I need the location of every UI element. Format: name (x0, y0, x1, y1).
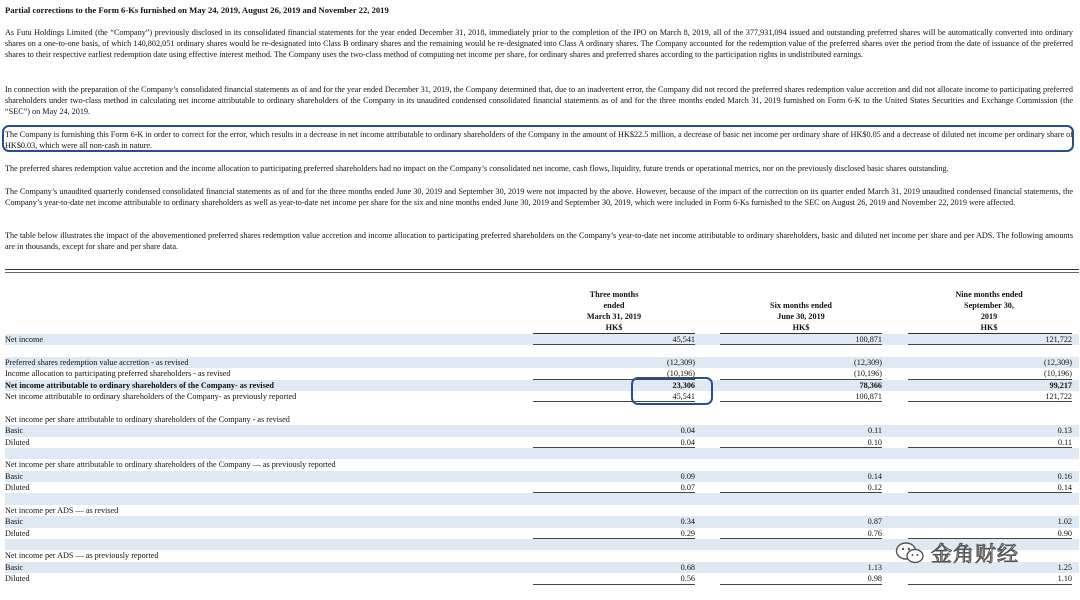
cell-value: 0.14 (867, 471, 882, 481)
cell-value: (10,196) (667, 369, 695, 379)
table-row (5, 357, 1079, 368)
cell-underline (908, 584, 1072, 585)
table-row (5, 516, 1079, 527)
row-label: Basic (5, 471, 24, 481)
cell-value: 0.04 (680, 437, 695, 447)
row-label: Net income (5, 335, 43, 344)
table-row (5, 368, 1079, 379)
cell-underline (720, 584, 882, 585)
paragraph-table-intro: The table below illustrates the impact of the abovementioned preferred shares redemption value accretion and income allocation to participating preferred shareholders on the Company’s year-to-date net income attributable to ordinary shareholders, basic and diluted net income per share and per ADS. The following amounts are in thousands, except for share and per share data. (5, 231, 1073, 252)
table-top-rule-secondary (5, 272, 1079, 273)
cell-value: 0.90 (1057, 528, 1072, 538)
cell-value: 1.02 (1057, 517, 1072, 527)
table-row (5, 437, 1079, 448)
paragraph-background: As Futu Holdings Limited (the “Company”) previously disclosed in its consolidated financial statements for the year ended December 31, 2018, immediately prior to the completion of the IPO on March 8, 2019, all of the 377,931,094 issued and outstanding preferred shares will be automatically converted into ordinary shares on a one-to-one basis, of which 140,802,051 ordinary shares would be re-designated into Class B ordinary shares and the remaining would be re-designated into Class A ordinary shares. The Company accounted for the redemption value of the preferred shares over the period from the date of issuance of the preferred shares to their respective earliest redemption date using effective interest method. The Company uses the two-class method of computing net income per share, for ordinary shares and preferred shares according to the participation rights in undistributed earnings. (5, 28, 1073, 60)
table-row (5, 573, 1079, 584)
table-row (5, 471, 1079, 482)
column-header-six-months: Six months ended June 30, 2019 HK$ (770, 301, 832, 332)
watermark-text: 金角财经 (931, 542, 1019, 566)
column-header-three-months: Three months ended March 31, 2019 HK$ (586, 290, 642, 332)
cell-value: 0.56 (680, 574, 695, 584)
paragraph-correction: The Company is furnishing this Form 6-K in order to correct for the error, which results in a decrease in net income attributable to ordinary shareholders of the Company in the amount of HK$22.5 million, a decrease of basic net income per ordinary share of HK$0.05 and a decrease of diluted net income per ordinary share of HK$0.03, which were all non-cash in nature. (5, 130, 1073, 151)
row-label: Income allocation to participating preferred shareholders - as revised (5, 369, 231, 379)
paragraph-quarterly-impact: The Company’s unaudited quarterly condensed consolidated financial statements as of and for the three months ended June 30, 2019 and September 30, 2019 were not impacted by the above. However, because of the impact of the correction on its quarter ended March 31, 2019 unaudited condensed financial statements, the Company’s year-to-date net income attributable to ordinary shareholders as well as year-to-date net income per share for the six and nine months ended June 30, 2019 and September 30, 2019, which were included in Form 6-Ks furnished to the SEC on August 26, 2019 and November 22, 2019 were affected. (5, 187, 1073, 208)
row-label: Preferred shares redemption value accretion - as revised (5, 357, 189, 367)
row-label: Basic (5, 562, 24, 572)
cell-value: 23,306 (672, 380, 695, 390)
cell-value: 1.25 (1057, 562, 1072, 572)
cell-value: 121,722 (1045, 335, 1072, 344)
cell-value: 121,722 (1045, 391, 1072, 401)
paragraph-error-description: In connection with the preparation of the Company’s consolidated financial statements as of and for the year ended December 31, 2019, the Company determined that, due to an inadvertent error, the Company did not record the preferred shares redemption value accretion and did not allocate income to participating preferred shareholders under two-class method in calculating net income attributable to ordinary shareholders of the Company in its unaudited condensed consolidated financial statements as of and for the three months ended March 31, 2019 furnished on Form 6-K to the United States Securities and Exchange Commission (the “SEC”) on May 24, 2019. (5, 85, 1073, 117)
cell-value: 0.11 (867, 426, 882, 436)
cell-value: 0.07 (680, 483, 695, 493)
table-row (5, 505, 1079, 516)
cell-value: (12,309) (1044, 357, 1072, 367)
row-label: Diluted (5, 528, 30, 538)
table-spacer-row (5, 345, 1079, 356)
cell-value: 78,366 (859, 380, 882, 390)
cell-value: 0.16 (1057, 471, 1072, 481)
table-row (5, 459, 1079, 470)
row-label: Net income per ADS — as previously reported (5, 551, 159, 561)
table-spacer-row (5, 493, 1079, 504)
cell-value: 0.04 (680, 426, 695, 436)
row-label: Net income per ADS — as revised (5, 505, 119, 515)
cell-value: 45,541 (672, 391, 695, 401)
table-row (5, 391, 1079, 402)
table-row (5, 425, 1079, 436)
cell-value: (10,196) (1044, 369, 1072, 379)
cell-value: 100,871 (855, 335, 882, 344)
table-row (5, 482, 1079, 493)
cell-value: 0.29 (680, 528, 695, 538)
row-label: Net income per share attributable to ordinary shareholders of the Company — as previously reported (5, 460, 336, 470)
row-label: Net income attributable to ordinary shareholders of the Company- as previously reported (5, 391, 297, 401)
paragraph-no-impact: The preferred shares redemption value accretion and the income allocation to participating preferred shareholders had no impact on the Company’s consolidated net income, cash flows, liquidity, future trends or operational metrics, nor on the previously disclosed basic shares outstanding. (5, 164, 949, 173)
table-row (5, 334, 1079, 345)
cell-value: 1.10 (1057, 574, 1072, 584)
revised-value-highlight-box (631, 377, 713, 405)
cell-value: 0.14 (1057, 483, 1072, 493)
cell-value: 0.10 (867, 437, 882, 447)
cell-value: 99,217 (1049, 380, 1072, 390)
cell-value: 0.09 (680, 471, 695, 481)
cell-value: 100,871 (855, 391, 882, 401)
column-header-nine-months: Nine months ended September 30, 2019 HK$ (955, 290, 1023, 332)
cell-value: 0.87 (867, 517, 882, 527)
table-row (5, 414, 1079, 425)
table-spacer-row (5, 448, 1079, 459)
table-spacer-row (5, 402, 1079, 413)
cell-underline (533, 584, 695, 585)
cell-value: 0.76 (867, 528, 882, 538)
cell-value: 0.13 (1057, 426, 1072, 436)
document-heading: Partial corrections to the Form 6-Ks furnished on May 24, 2019, August 26, 2019 and November 22, 2019 (5, 5, 389, 15)
wechat-icon (895, 541, 925, 565)
cell-value: (10,196) (854, 369, 882, 379)
cell-value: 0.11 (1057, 437, 1072, 447)
cell-value: (12,309) (667, 357, 695, 367)
cell-value: 1.13 (867, 562, 882, 572)
cell-value: 0.34 (680, 517, 695, 527)
table-top-rule (5, 269, 1079, 270)
cell-value: 0.68 (680, 562, 695, 572)
cell-value: (12,309) (854, 357, 882, 367)
row-label: Net income attributable to ordinary shareholders of the Company- as revised (5, 380, 274, 390)
cell-value: 0.12 (867, 483, 882, 493)
table-row (5, 380, 1079, 391)
row-label: Net income per share attributable to ordinary shareholders of the Company - as revised (5, 414, 290, 424)
row-label: Diluted (5, 483, 30, 493)
row-label: Diluted (5, 574, 30, 584)
row-label: Basic (5, 426, 24, 436)
watermark (895, 539, 1055, 567)
row-label: Basic (5, 517, 24, 527)
cell-value: 0.98 (867, 574, 882, 584)
row-label: Diluted (5, 437, 30, 447)
table-row (5, 528, 1079, 539)
cell-value: 45,541 (672, 335, 695, 344)
correction-highlight-box (2, 125, 1074, 152)
